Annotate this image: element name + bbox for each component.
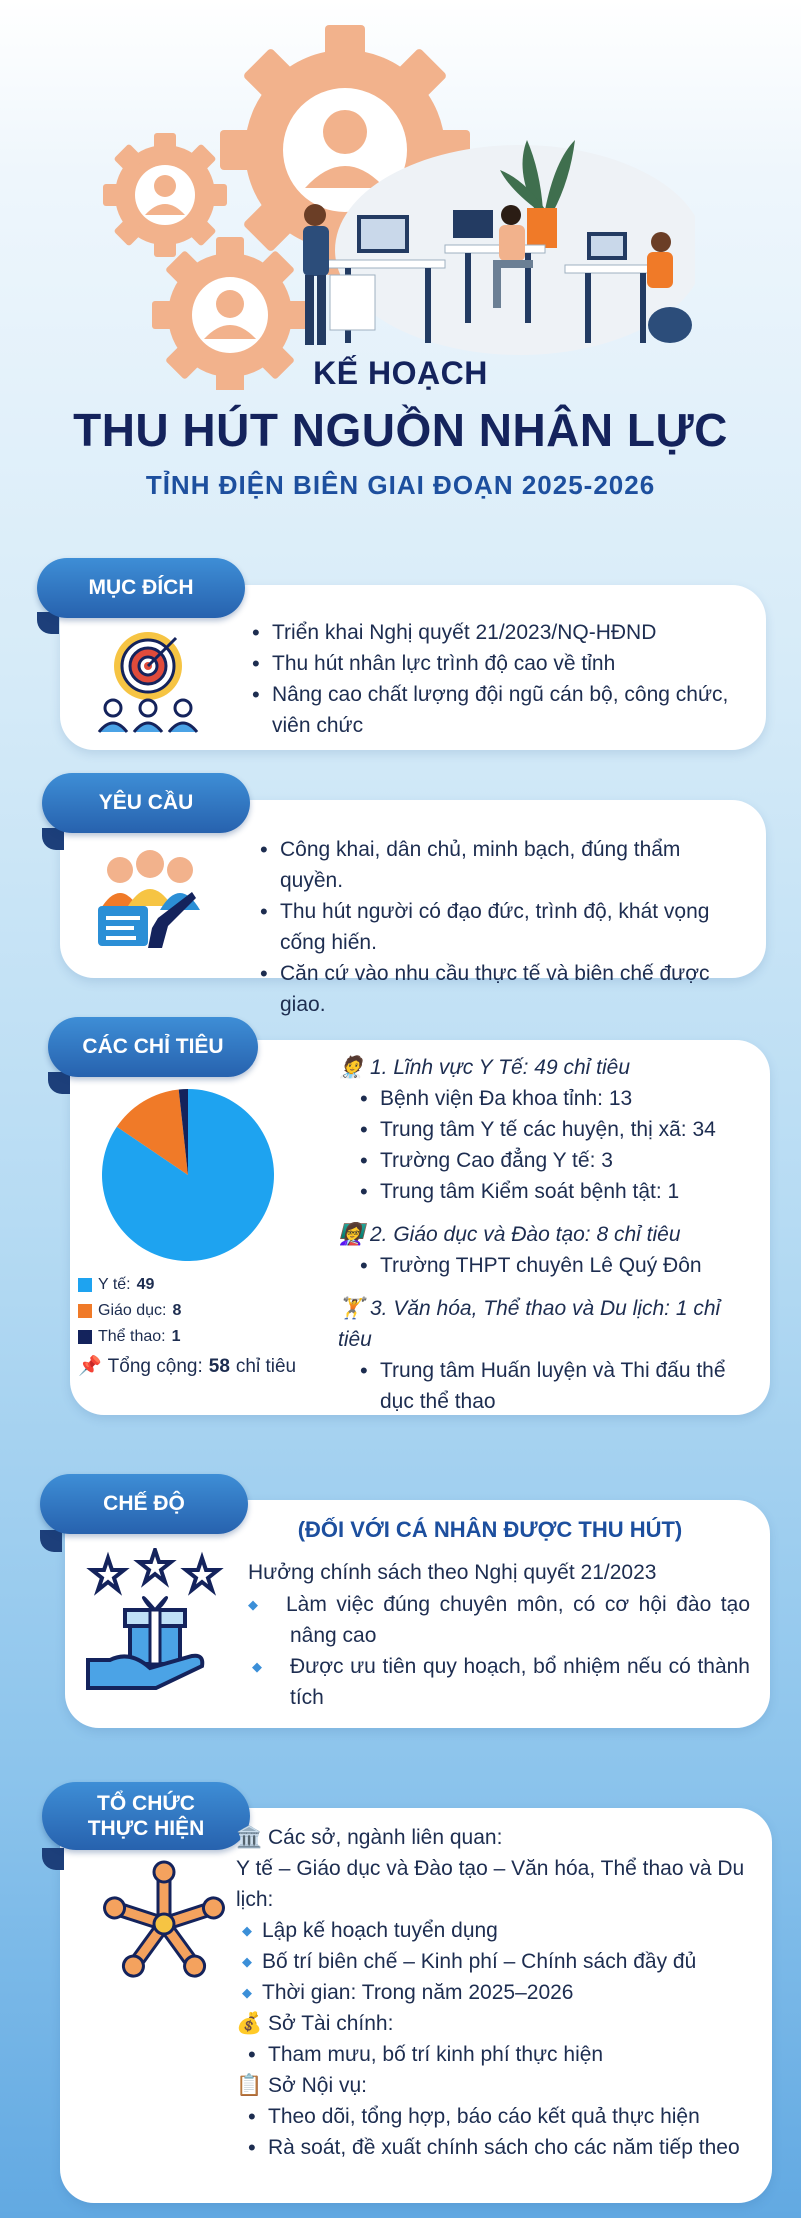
group-1-title: 🧑‍⚕️ 1. Lĩnh vực Y Tế: 49 chỉ tiêu bbox=[338, 1056, 631, 1079]
legend-swatch bbox=[78, 1304, 92, 1318]
ribbon-fold bbox=[40, 1530, 62, 1552]
group-3-title: 🏋️ 3. Văn hóa, Thể thao và Du lịch: 1 chỉ tiêu bbox=[338, 1297, 721, 1351]
title-line-2: THU HÚT NGUỒN NHÂN LỰC bbox=[73, 404, 728, 456]
group-2-list bbox=[358, 1250, 758, 1281]
org-1-detail: Y tế – Giáo dục và Đào tạo – Văn hóa, Thể thao và Du lịch: bbox=[236, 1857, 745, 1911]
legend-item-thethao: Thể thao: 1 bbox=[78, 1324, 296, 1350]
muc-dich-list bbox=[250, 617, 745, 741]
org-1-title: 🏛️ Các sở, ngành liên quan: bbox=[236, 1826, 503, 1849]
clipboard-icon: 📋 bbox=[236, 2074, 263, 2097]
ribbon-fold bbox=[48, 1072, 70, 1094]
list-item: ◆ Làm việc đúng chuyên môn, có cơ hội đào tạo nâng cao bbox=[250, 1589, 750, 1651]
weightlifter-icon: 🏋️ bbox=[338, 1297, 365, 1320]
legend-item-giaoduc: Giáo dục: 8 bbox=[78, 1298, 296, 1324]
yeu-cau-label: YÊU CẦU bbox=[42, 773, 250, 833]
title-line-1: KẾ HOẠCH bbox=[313, 355, 488, 391]
indicator-pie-chart bbox=[98, 1085, 278, 1265]
list-item: • Bệnh viện Đa khoa tỉnh: 13 bbox=[358, 1083, 758, 1114]
building-icon: 🏛️ bbox=[236, 1826, 263, 1849]
yeu-cau-list bbox=[258, 834, 748, 1020]
to-chuc-label: TỔ CHỨC THỰC HIỆN bbox=[42, 1782, 250, 1850]
legend-item-yte: Y tế: 49 bbox=[78, 1272, 296, 1298]
list-item: ◆ Bố trí biên chế – Kinh phí – Chính sách đầy đủ bbox=[240, 1946, 752, 1977]
legend-swatch bbox=[78, 1330, 92, 1344]
list-item: • Trường Cao đẳng Y tế: 3 bbox=[358, 1145, 758, 1176]
list-item: • Theo dõi, tổng hợp, báo cáo kết quả thực hiện bbox=[246, 2101, 752, 2132]
list-item: • Thu hút người có đạo đức, trình độ, khát vọng cống hiến. bbox=[258, 896, 748, 958]
list-item: • Căn cứ vào nhu cầu thực tế và biên chế được giao. bbox=[258, 958, 748, 1020]
list-item: • Trung tâm Y tế các huyện, thị xã: 34 bbox=[358, 1114, 758, 1145]
money-bag-icon: 💰 bbox=[236, 2012, 263, 2035]
list-item: • Nâng cao chất lượng đội ngũ cán bộ, công chức, viên chức bbox=[250, 679, 745, 741]
group-1-list bbox=[358, 1083, 758, 1207]
pie-legend bbox=[78, 1272, 296, 1380]
list-item: ◆ Lập kế hoạch tuyển dụng bbox=[240, 1915, 752, 1946]
group-3-list bbox=[358, 1355, 758, 1417]
doctor-icon: 🧑‍⚕️ bbox=[338, 1056, 365, 1079]
list-item: • Công khai, dân chủ, minh bạch, đúng thẩm quyền. bbox=[258, 834, 748, 896]
list-item: ◆ Được ưu tiên quy hoạch, bổ nhiệm nếu có thành tích bbox=[250, 1651, 750, 1713]
che-do-intro: Hưởng chính sách theo Nghị quyết 21/2023 bbox=[248, 1561, 657, 1584]
title-line-3: TỈNH ĐIỆN BIÊN GIAI ĐOẠN 2025-2026 bbox=[145, 470, 656, 500]
list-item: • Triển khai Nghị quyết 21/2023/NQ-HĐND bbox=[250, 617, 745, 648]
to-chuc-details bbox=[236, 1822, 752, 2163]
list-item: ◆ Thời gian: Trong năm 2025–2026 bbox=[240, 1977, 752, 2008]
chi-tieu-details bbox=[338, 1052, 758, 1417]
ribbon-fold bbox=[42, 828, 64, 850]
small-gear-icon bbox=[103, 133, 227, 257]
pin-icon: 📌 bbox=[78, 1356, 102, 1377]
muc-dich-label: MỤC ĐÍCH bbox=[37, 558, 245, 618]
che-do-list bbox=[250, 1589, 750, 1713]
org-3-list bbox=[246, 2101, 752, 2163]
total-row: 📌 Tổng cộng: 58 chỉ tiêu bbox=[78, 1354, 296, 1380]
target-team-icon bbox=[88, 620, 208, 740]
org-2-list bbox=[246, 2039, 752, 2070]
list-item: • Thu hút nhân lực trình độ cao về tỉnh bbox=[250, 648, 745, 679]
chi-tieu-label: CÁC CHỈ TIÊU bbox=[48, 1017, 258, 1077]
gift-hand-icon bbox=[80, 1548, 230, 1698]
che-do-label: CHẾ ĐỘ bbox=[40, 1474, 248, 1534]
group-2-title: 👩‍🏫 2. Giáo dục và Đào tạo: 8 chỉ tiêu bbox=[338, 1223, 681, 1246]
legend-swatch bbox=[78, 1278, 92, 1292]
hero-illustration bbox=[95, 20, 695, 390]
list-item: • Tham mưu, bố trí kinh phí thực hiện bbox=[246, 2039, 752, 2070]
org-1-list bbox=[240, 1915, 752, 2008]
teamwork-hands-icon bbox=[98, 1858, 230, 1990]
org-3-title: 📋 Sở Nội vụ: bbox=[236, 2074, 367, 2097]
list-item: • Trường THPT chuyên Lê Quý Đôn bbox=[358, 1250, 758, 1281]
list-item: • Rà soát, đề xuất chính sách cho các năm tiếp theo bbox=[246, 2132, 752, 2163]
list-item: • Trung tâm Huấn luyện và Thi đấu thể dục thể thao bbox=[358, 1355, 758, 1417]
ribbon-fold bbox=[42, 1848, 64, 1870]
che-do-subtitle: (ĐỐI VỚI CÁ NHÂN ĐƯỢC THU HÚT) bbox=[297, 1517, 683, 1542]
org-2-title: 💰 Sở Tài chính: bbox=[236, 2012, 394, 2035]
list-item: • Trung tâm Kiểm soát bệnh tật: 1 bbox=[358, 1176, 758, 1207]
team-presentation-icon bbox=[88, 848, 213, 958]
teacher-icon: 👩‍🏫 bbox=[338, 1223, 365, 1246]
